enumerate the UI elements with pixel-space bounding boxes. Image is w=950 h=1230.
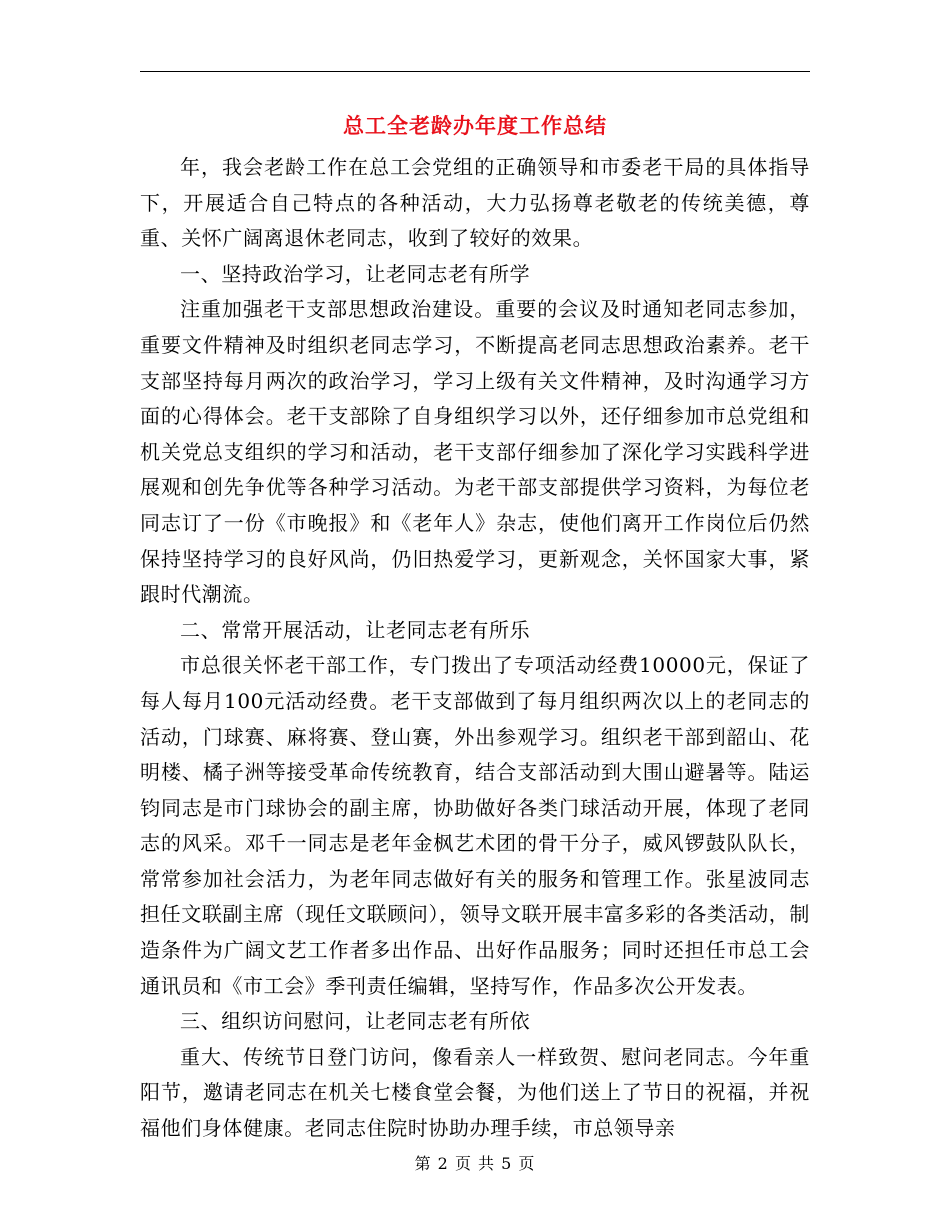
document-title: 总工全老龄办年度工作总结 — [343, 113, 607, 138]
paragraph-section-1: 注重加强老干支部思想政治建设。重要的会议及时通知老同志参加，重要文件精神及时组织老同志学习，不断提高老同志思想政治素养。老干支部坚持每月两次的政治学习，学习上级有关文件精神，及时沟通学习方面的心得体会。老干支部除了自身组织学习以外，还仔细参加市总党组和机关党总支组织的学习和活动，老干支部仔细参加了深化学习实践科学进展观和创先争优等各种学习活动。为老干部支部提供学习资料，为每位老同志订了一份《市晚报》和《老年人》杂志，使他们离开工作岗位后仍然保持坚持学习的良好风尚，仍旧热爱学习，更新观念，关怀国家大事，紧跟时代潮流。 — [140, 297, 810, 607]
paragraph-section-2: 市总很关怀老干部工作，专门拨出了专项活动经费10000元，保证了每人每月100元活动经费。老干支部做到了每月组织两次以上的老同志的活动，门球赛、麻将赛、登山赛，外出参观学习。组织老干部到韶山、花明楼、橘子洲等接受革命传统教育，结合支部活动到大围山避暑等。陆运钧同志是市门球协会的副主席，协助做好各类门球活动开展，体现了老同志的风采。邓千一同志是老年金枫艺术团的骨干分子，威风锣鼓队队长，常常参加社会活力，为老年同志做好有关的服务和管理工作。张星波同志担任文联副主席（现任文联顾问），领导文联开展丰富多彩的各类活动，制造条件为广阔文艺工作者多出作品、出好作品服务；同时还担任市总工会通讯员和《市工会》季刊责任编辑，坚持写作，作品多次公开发表。 — [140, 653, 810, 998]
header-rule — [140, 71, 810, 72]
section-heading-1: 一、坚持政治学习，让老同志老有所学 — [180, 261, 531, 286]
section-heading-2: 二、常常开展活动，让老同志老有所乐 — [180, 617, 531, 642]
paragraph-intro: 年，我会老龄工作在总工会党组的正确领导和市委老干局的具体指导下，开展适合自己特点的各种活动，大力弘扬尊老敬老的传统美德，尊重、关怀广阔离退休老同志，收到了较好的效果。 — [140, 155, 810, 251]
document-body — [140, 150, 810, 1147]
page-number: 第 2 页 共 5 页 — [414, 1154, 536, 1173]
paragraph-section-3: 重大、传统节日登门访问，像看亲人一样致贺、慰问老同志。今年重阳节，邀请老同志在机关七楼食堂会餐，为他们送上了节日的祝福，并祝福他们身体健康。老同志住院时协助办理手续，市总领导亲 — [140, 1044, 810, 1141]
section-heading-3: 三、组织访问慰问，让老同志老有所依 — [180, 1009, 531, 1034]
